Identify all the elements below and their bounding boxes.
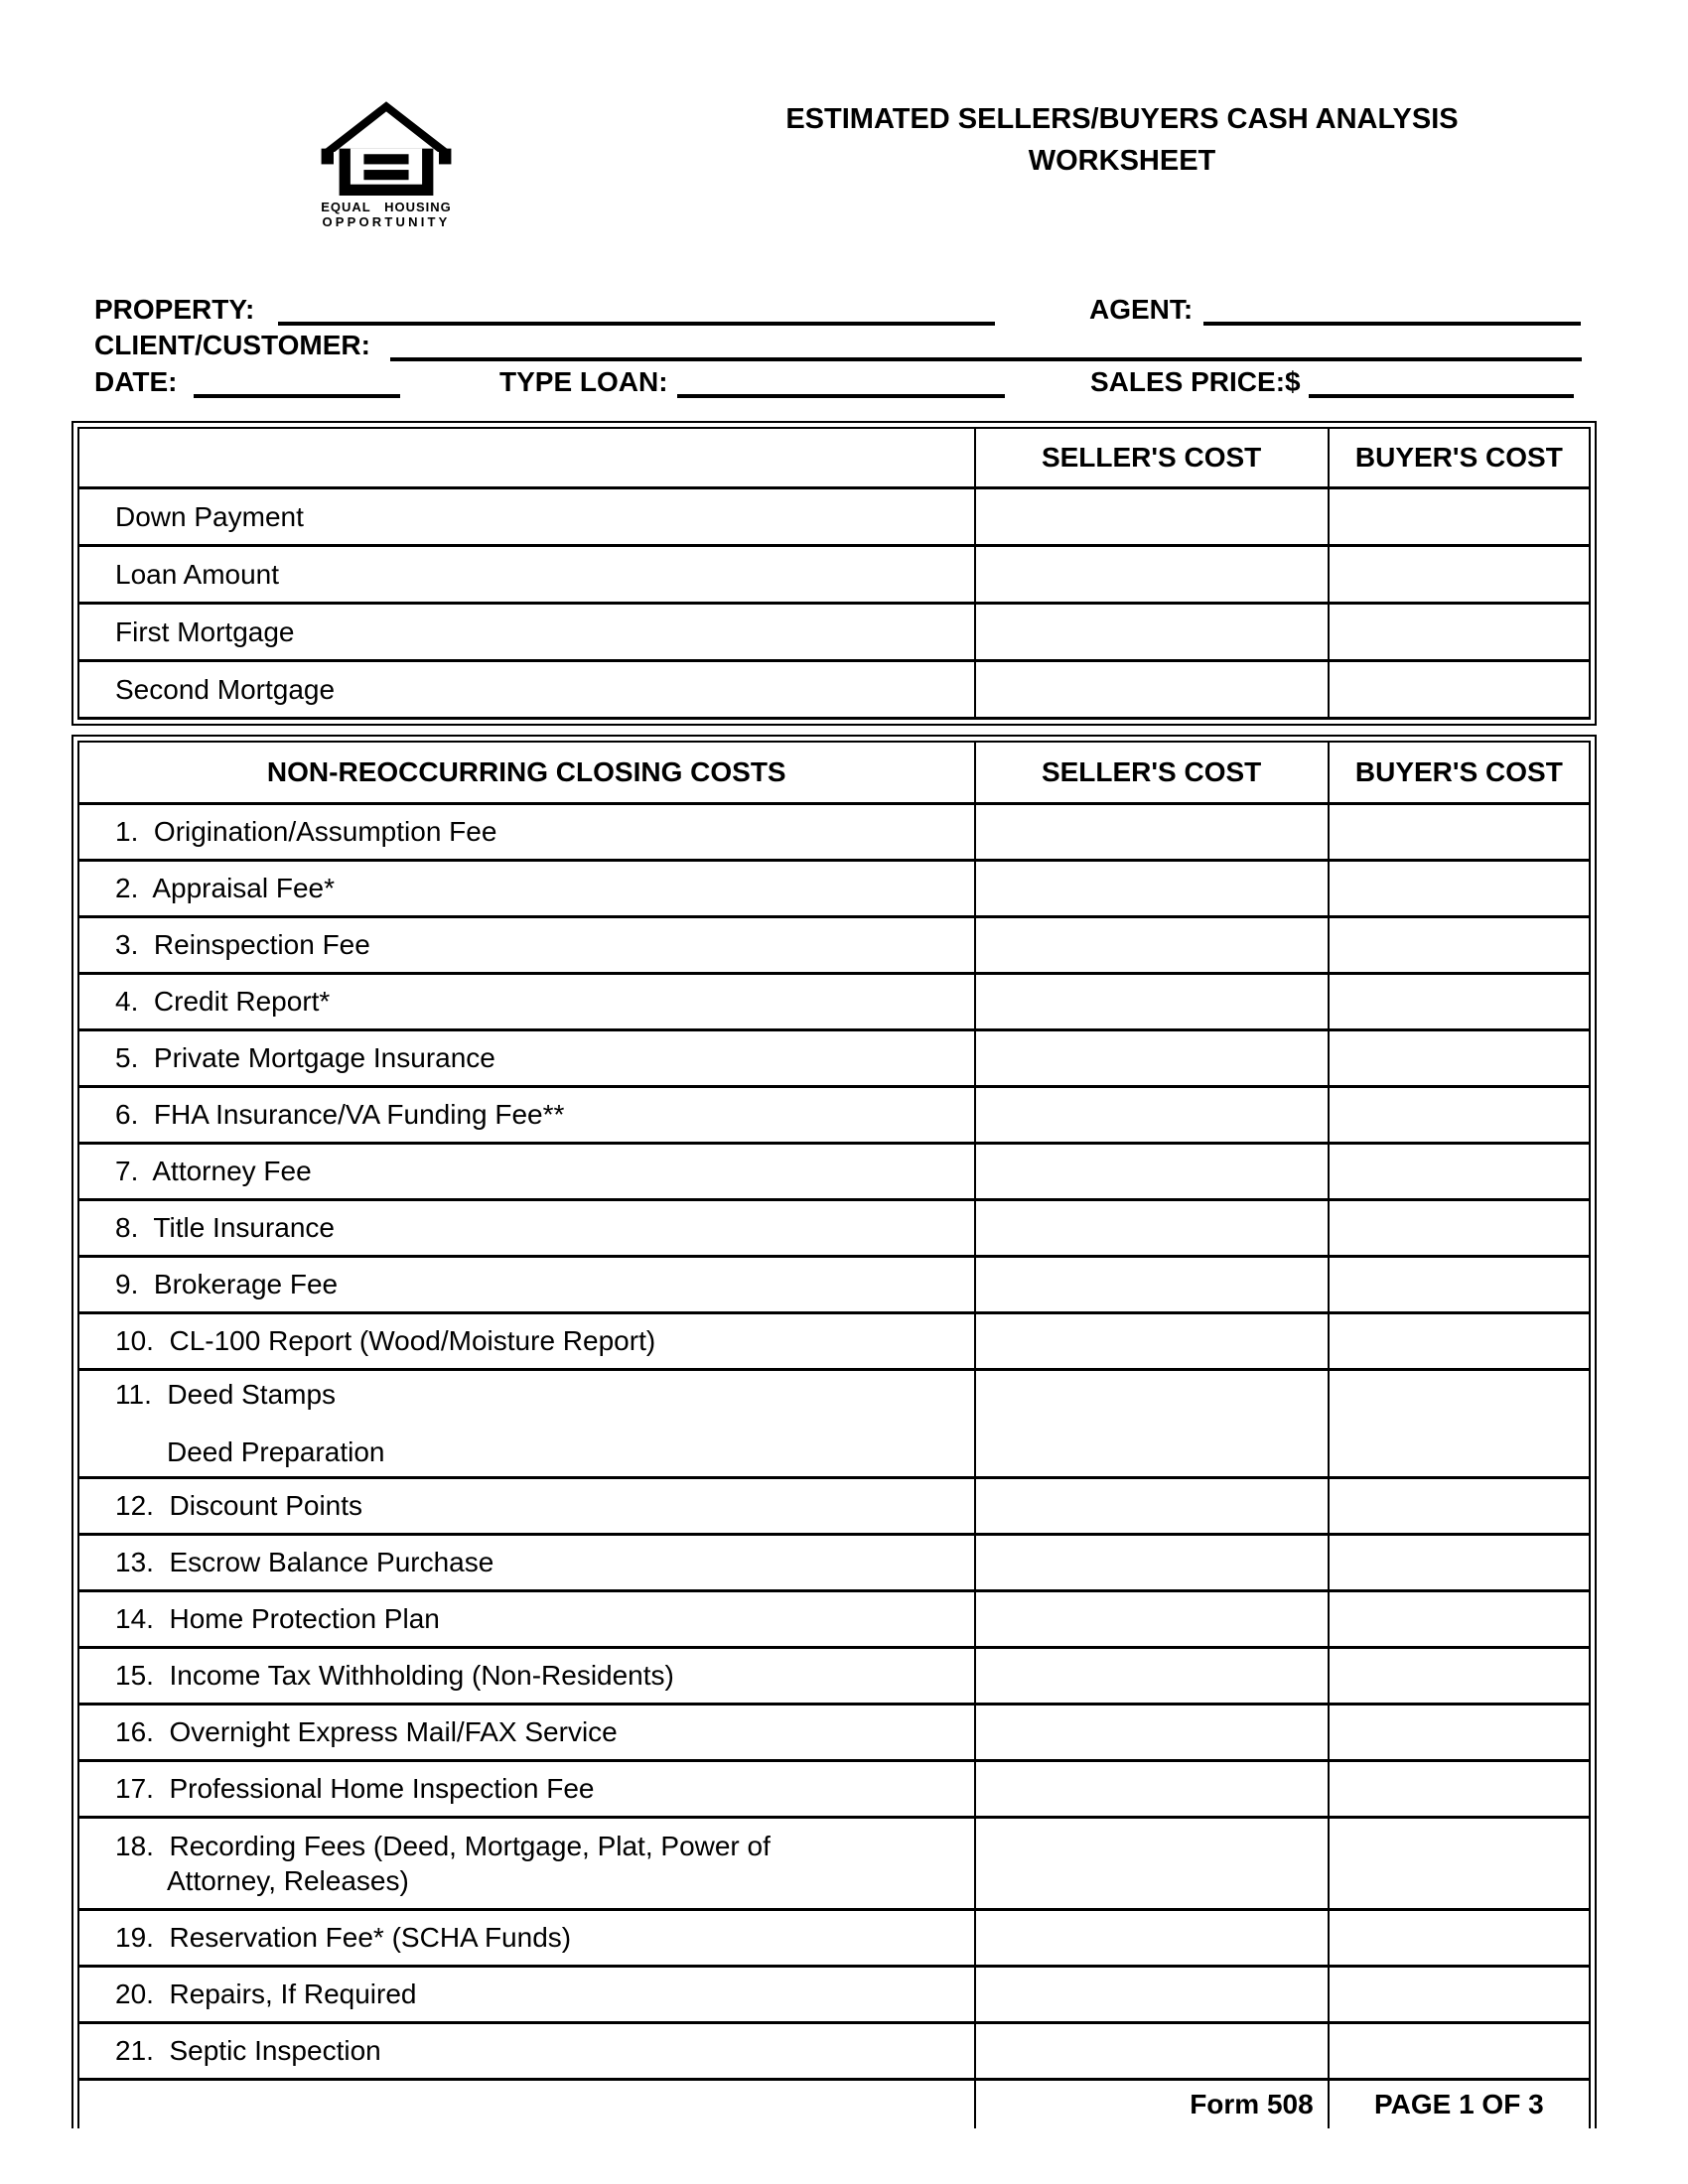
summary-row-label: First Mortgage xyxy=(78,604,975,661)
seller-cost-cell[interactable] xyxy=(975,1257,1329,1313)
cost-item-row xyxy=(78,2023,1590,2080)
cost-item-text: 16. Overnight Express Mail/FAX Service xyxy=(115,1716,618,1747)
cost-item-row xyxy=(78,1761,1590,1818)
buyer-cost-cell[interactable] xyxy=(1329,1200,1590,1257)
property-label: PROPERTY: xyxy=(94,294,255,325)
cost-item-row xyxy=(78,1257,1590,1313)
cost-item-label xyxy=(78,1591,975,1648)
cost-item-text: 20. Repairs, If Required xyxy=(115,1979,417,2009)
buyer-cost-cell[interactable] xyxy=(1329,1144,1590,1200)
equal-housing-logo xyxy=(318,99,455,229)
buyer-cost-cell[interactable] xyxy=(1329,1030,1590,1087)
seller-cost-cell[interactable] xyxy=(975,1144,1329,1200)
cost-item-text: 1. Origination/Assumption Fee xyxy=(115,816,497,847)
seller-cost-cell[interactable] xyxy=(975,861,1329,917)
seller-cost-cell[interactable] xyxy=(975,1535,1329,1591)
cost-item-row xyxy=(78,1818,1590,1910)
seller-cost-cell[interactable] xyxy=(975,974,1329,1030)
seller-cost-cell[interactable] xyxy=(975,1705,1329,1761)
buyer-cost-cell[interactable] xyxy=(1329,974,1590,1030)
costs-title-header: NON-REOCCURRING CLOSING COSTS xyxy=(78,742,975,804)
cost-item-row xyxy=(78,1370,1590,1478)
date-input-line[interactable] xyxy=(194,394,400,398)
cost-item-text: 21. Septic Inspection xyxy=(115,2035,381,2066)
seller-cost-cell[interactable] xyxy=(975,1478,1329,1535)
form-number: Form 508 xyxy=(975,2080,1329,2129)
cost-item-row xyxy=(78,1648,1590,1705)
sales-price-label: SALES PRICE:$ xyxy=(1090,366,1301,397)
buyer-cost-cell[interactable] xyxy=(1329,1370,1590,1478)
page-title-line1: ESTIMATED SELLERS/BUYERS CASH ANALYSIS xyxy=(785,103,1459,135)
cost-item-label xyxy=(78,1478,975,1535)
agent-input-line[interactable] xyxy=(1203,322,1581,326)
seller-cost-cell[interactable] xyxy=(975,1087,1329,1144)
cost-item-label xyxy=(78,1967,975,2023)
seller-cost-cell[interactable] xyxy=(975,2023,1329,2080)
cost-item-row xyxy=(78,861,1590,917)
buyer-cost-cell[interactable] xyxy=(1329,1705,1590,1761)
buyer-cost-cell[interactable] xyxy=(1329,546,1590,604)
summary-row-label: Down Payment xyxy=(78,488,975,546)
seller-cost-cell[interactable] xyxy=(975,546,1329,604)
cost-item-row xyxy=(78,1313,1590,1370)
cost-item-text: 6. FHA Insurance/VA Funding Fee** xyxy=(115,1099,565,1130)
cost-item-label xyxy=(78,861,975,917)
costs-sellers-cost-header: SELLER'S COST xyxy=(975,742,1329,804)
buyer-cost-cell[interactable] xyxy=(1329,1648,1590,1705)
summary-table xyxy=(71,421,1597,726)
buyer-cost-cell[interactable] xyxy=(1329,1478,1590,1535)
type-loan-input-line[interactable] xyxy=(677,394,1005,398)
seller-cost-cell[interactable] xyxy=(975,804,1329,861)
costs-buyers-cost-header: BUYER'S COST xyxy=(1329,742,1590,804)
cost-item-text: 9. Brokerage Fee xyxy=(115,1269,339,1299)
buyer-cost-cell[interactable] xyxy=(1329,1313,1590,1370)
cost-item-row xyxy=(78,804,1590,861)
costs-footer-row xyxy=(78,2080,1590,2129)
buyer-cost-cell[interactable] xyxy=(1329,1910,1590,1967)
cost-item-label xyxy=(78,1030,975,1087)
seller-cost-cell[interactable] xyxy=(975,1591,1329,1648)
seller-cost-cell[interactable] xyxy=(975,1030,1329,1087)
cost-item-row xyxy=(78,1705,1590,1761)
equal-housing-house-icon xyxy=(319,99,454,196)
cost-item-text: 17. Professional Home Inspection Fee xyxy=(115,1773,595,1804)
cost-item-label xyxy=(78,1257,975,1313)
cost-item-row xyxy=(78,974,1590,1030)
cost-item-row xyxy=(78,1910,1590,1967)
cost-item-label xyxy=(78,1648,975,1705)
buyer-cost-cell[interactable] xyxy=(1329,1967,1590,2023)
cost-item-label xyxy=(78,1535,975,1591)
cost-item-text: 3. Reinspection Fee xyxy=(115,929,370,960)
buyer-cost-cell[interactable] xyxy=(1329,1761,1590,1818)
summary-row xyxy=(78,546,1590,604)
buyer-cost-cell[interactable] xyxy=(1329,2023,1590,2080)
seller-cost-cell[interactable] xyxy=(975,917,1329,974)
closing-costs-table xyxy=(71,735,1597,2128)
summary-row xyxy=(78,661,1590,719)
client-customer-label: CLIENT/CUSTOMER: xyxy=(94,330,370,360)
summary-empty-header xyxy=(78,428,975,488)
costs-header-row xyxy=(78,742,1590,804)
summary-row xyxy=(78,488,1590,546)
cost-item-label xyxy=(78,1313,975,1370)
buyer-cost-cell[interactable] xyxy=(1329,1087,1590,1144)
buyer-cost-cell[interactable] xyxy=(1329,1818,1590,1910)
cost-item-label xyxy=(78,804,975,861)
cost-item-label xyxy=(78,974,975,1030)
seller-cost-cell[interactable] xyxy=(975,1648,1329,1705)
summary-row-label: Loan Amount xyxy=(78,546,975,604)
seller-cost-cell[interactable] xyxy=(975,1967,1329,2023)
seller-cost-cell[interactable] xyxy=(975,488,1329,546)
cost-item-label xyxy=(78,917,975,974)
cost-item-row xyxy=(78,1535,1590,1591)
seller-cost-cell[interactable] xyxy=(975,604,1329,661)
cost-item-text: 7. Attorney Fee xyxy=(115,1156,312,1186)
summary-header-row xyxy=(78,428,1590,488)
cost-item-label xyxy=(78,1087,975,1144)
cost-item-text: 5. Private Mortgage Insurance xyxy=(115,1042,495,1073)
cost-item-text: 2. Appraisal Fee* xyxy=(115,873,336,903)
seller-cost-cell[interactable] xyxy=(975,661,1329,719)
cost-item-text: 19. Reservation Fee* (SCHA Funds) xyxy=(115,1922,572,1953)
summary-sellers-cost-header: SELLER'S COST xyxy=(975,428,1329,488)
cost-item-text: 11. Deed Stamps xyxy=(115,1379,337,1410)
cost-item-label xyxy=(78,1761,975,1818)
page-title-line2: WORKSHEET xyxy=(1028,145,1216,177)
page-title xyxy=(675,98,1569,182)
footer-empty-cell xyxy=(78,2080,975,2129)
buyer-cost-cell[interactable] xyxy=(1329,861,1590,917)
buyer-cost-cell[interactable] xyxy=(1329,661,1590,719)
cost-item-text-line2: Deed Preparation xyxy=(167,1436,385,1467)
cost-item-text: 10. CL-100 Report (Wood/Moisture Report) xyxy=(115,1325,656,1356)
cost-item-label xyxy=(78,1818,975,1910)
seller-cost-cell[interactable] xyxy=(975,1910,1329,1967)
cost-item-row xyxy=(78,1967,1590,2023)
cost-item-row xyxy=(78,1087,1590,1144)
equal-housing-text: EQUAL HOUSING xyxy=(321,200,452,214)
cost-item-text: 4. Credit Report* xyxy=(115,986,331,1017)
buyer-cost-cell[interactable] xyxy=(1329,1591,1590,1648)
cost-item-label xyxy=(78,1705,975,1761)
seller-cost-cell[interactable] xyxy=(975,1761,1329,1818)
cost-item-text-line2: Attorney, Releases) xyxy=(167,1864,409,1896)
cost-item-row xyxy=(78,1591,1590,1648)
cost-item-label xyxy=(78,1144,975,1200)
summary-buyers-cost-header: BUYER'S COST xyxy=(1329,428,1590,488)
cost-item-row xyxy=(78,1200,1590,1257)
cost-item-text: 12. Discount Points xyxy=(115,1490,363,1521)
buyer-cost-cell[interactable] xyxy=(1329,1535,1590,1591)
cost-item-row xyxy=(78,1144,1590,1200)
cost-item-label xyxy=(78,1370,975,1478)
cost-item-label xyxy=(78,1200,975,1257)
cost-item-label xyxy=(78,2023,975,2080)
opportunity-text: OPPORTUNITY xyxy=(322,214,451,229)
buyer-cost-cell[interactable] xyxy=(1329,804,1590,861)
seller-cost-cell[interactable] xyxy=(975,1200,1329,1257)
summary-row-label: Second Mortgage xyxy=(78,661,975,719)
client-customer-input-line[interactable] xyxy=(390,357,1582,361)
cost-item-text: 8. Title Insurance xyxy=(115,1212,336,1243)
cost-item-row xyxy=(78,1478,1590,1535)
cost-item-text: 18. Recording Fees (Deed, Mortgage, Plat, Power of xyxy=(115,1830,771,1861)
cost-item-text: 15. Income Tax Withholding (Non-Residents) xyxy=(115,1660,674,1691)
cost-item-text: 13. Escrow Balance Purchase xyxy=(115,1547,494,1577)
cost-item-label xyxy=(78,1910,975,1967)
date-label: DATE: xyxy=(94,366,178,397)
cost-item-row xyxy=(78,917,1590,974)
cost-item-row xyxy=(78,1030,1590,1087)
page-indicator: PAGE 1 OF 3 xyxy=(1329,2080,1590,2129)
cost-item-text: 14. Home Protection Plan xyxy=(115,1603,440,1634)
agent-label: AGENT: xyxy=(1089,294,1194,325)
property-input-line[interactable] xyxy=(278,322,995,326)
seller-cost-cell[interactable] xyxy=(975,1370,1329,1478)
sales-price-input-line[interactable] xyxy=(1309,394,1574,398)
buyer-cost-cell[interactable] xyxy=(1329,1257,1590,1313)
buyer-cost-cell[interactable] xyxy=(1329,604,1590,661)
seller-cost-cell[interactable] xyxy=(975,1818,1329,1910)
buyer-cost-cell[interactable] xyxy=(1329,488,1590,546)
summary-row xyxy=(78,604,1590,661)
buyer-cost-cell[interactable] xyxy=(1329,917,1590,974)
seller-cost-cell[interactable] xyxy=(975,1313,1329,1370)
type-loan-label: TYPE LOAN: xyxy=(499,366,668,397)
